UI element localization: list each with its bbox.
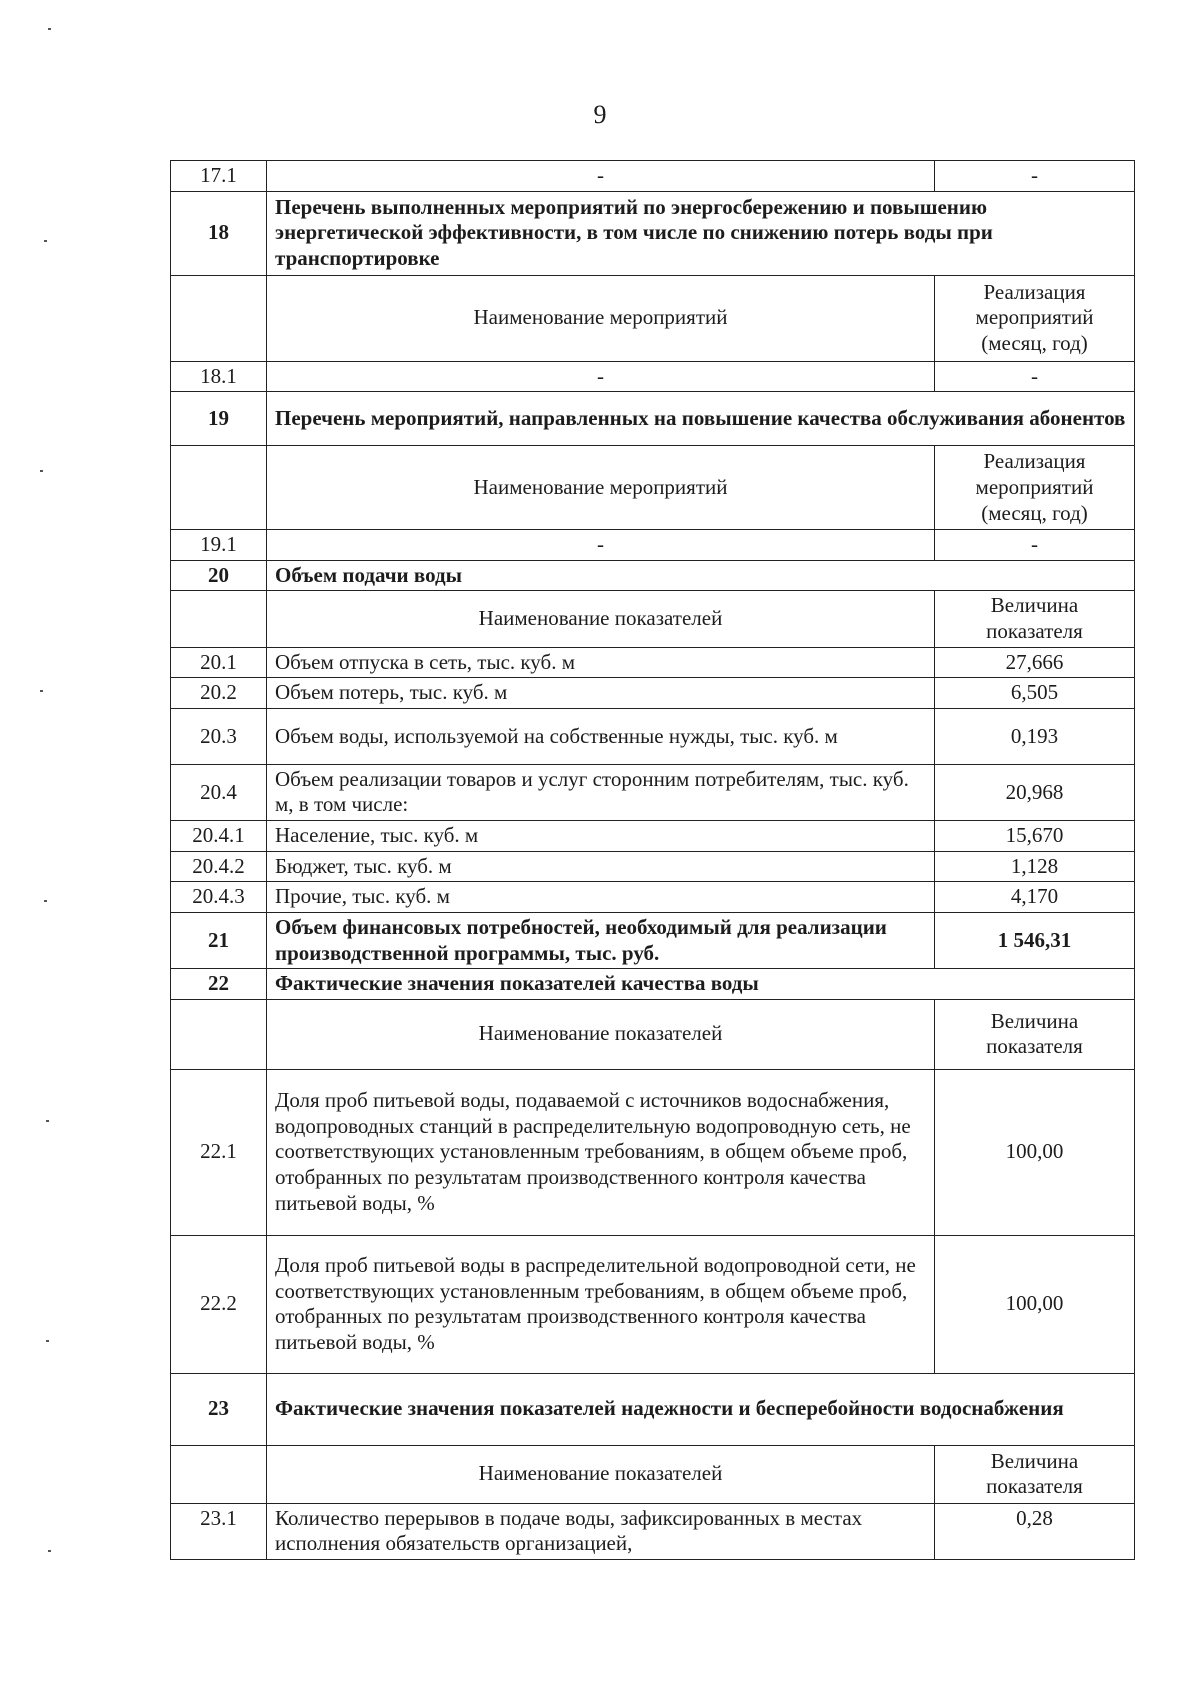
scan-mark	[46, 1340, 49, 1342]
row-number: 17.1	[171, 161, 267, 192]
page-number: 9	[593, 100, 607, 129]
scan-mark	[48, 1550, 51, 1552]
row-number: 20.3	[171, 708, 267, 764]
row-number: 22.1	[171, 1069, 267, 1235]
section-number: 20	[171, 560, 267, 591]
row-name: Прочие, тыс. куб. м	[267, 882, 935, 913]
section-number: 22	[171, 969, 267, 1000]
row-number: 20.4.1	[171, 821, 267, 852]
empty-cell	[171, 1445, 267, 1503]
scan-mark	[46, 1120, 49, 1122]
empty-cell	[171, 999, 267, 1069]
row-value: 1,128	[935, 851, 1135, 882]
row-value: 20,968	[935, 764, 1135, 820]
column-header-name: Наименование показателей	[267, 1445, 935, 1503]
row-name: Объем потерь, тыс. куб. м	[267, 678, 935, 709]
row-name: Объем реализации товаров и услуг сторонним потребителям, тыс. куб. м, в том числе:	[267, 764, 935, 820]
scan-mark	[40, 690, 43, 692]
row-value: 0,28	[935, 1503, 1135, 1559]
row-number: 21	[171, 912, 267, 968]
column-header-implementation: Реализация мероприятий (месяц, год)	[935, 446, 1135, 530]
column-header-name: Наименование мероприятий	[267, 446, 935, 530]
row-number: 20.4	[171, 764, 267, 820]
row-number: 18.1	[171, 361, 267, 392]
row-value: 100,00	[935, 1069, 1135, 1235]
section-header	[171, 191, 1135, 275]
row-number: 20.2	[171, 678, 267, 709]
scan-mark	[48, 28, 51, 30]
table-row	[171, 161, 1135, 192]
row-name: -	[267, 161, 935, 192]
row-value: 4,170	[935, 882, 1135, 913]
column-header-name: Наименование показателей	[267, 999, 935, 1069]
table-row	[171, 821, 1135, 852]
row-name: Население, тыс. куб. м	[267, 821, 935, 852]
row-value: 1 546,31	[935, 912, 1135, 968]
section-title: Перечень мероприятий, направленных на повышение качества обслуживания абонентов	[267, 392, 1135, 446]
column-header-row	[171, 999, 1135, 1069]
section-header	[171, 392, 1135, 446]
column-header-name: Наименование показателей	[267, 591, 935, 647]
row-value: 15,670	[935, 821, 1135, 852]
column-header-row	[171, 275, 1135, 361]
table-row	[171, 1503, 1135, 1559]
section-number: 18	[171, 191, 267, 275]
column-header-row	[171, 446, 1135, 530]
row-name: Доля проб питьевой воды в распределительной водопроводной сети, не соответствующих установленным требованиям, в общем объеме проб, отобранных по результатам производственного контроля качества питьевой воды, %	[267, 1235, 935, 1373]
scan-mark	[44, 900, 47, 902]
section-title: Объем подачи воды	[267, 560, 1135, 591]
table-row	[171, 530, 1135, 561]
table-row	[171, 851, 1135, 882]
table-row	[171, 647, 1135, 678]
row-number: 22.2	[171, 1235, 267, 1373]
row-number: 20.4.3	[171, 882, 267, 913]
table-row	[171, 678, 1135, 709]
table-row	[171, 882, 1135, 913]
empty-cell	[171, 591, 267, 647]
column-header-value: Величина показателя	[935, 591, 1135, 647]
table-row	[171, 708, 1135, 764]
row-name: -	[267, 361, 935, 392]
row-number: 20.1	[171, 647, 267, 678]
row-name: Объем отпуска в сеть, тыс. куб. м	[267, 647, 935, 678]
section-title: Фактические значения показателей надежности и бесперебойности водоснабжения	[267, 1373, 1135, 1445]
column-header-row	[171, 1445, 1135, 1503]
section-title: Перечень выполненных мероприятий по энергосбережению и повышению энергетической эффективности, в том числе по снижению потерь воды при транспортировке	[267, 191, 1135, 275]
row-value: -	[935, 361, 1135, 392]
row-name: Бюджет, тыс. куб. м	[267, 851, 935, 882]
row-value: 27,666	[935, 647, 1135, 678]
row-value: -	[935, 161, 1135, 192]
table-row	[171, 1235, 1135, 1373]
row-value: 6,505	[935, 678, 1135, 709]
column-header-name: Наименование мероприятий	[267, 275, 935, 361]
row-name: Доля проб питьевой воды, подаваемой с источников водоснабжения, водопроводных станций в распределительную водопроводную сеть, не соответствующих установленным требованиям, в общем объеме проб, отобранных по результатам производственного контроля качества питьевой воды, %	[267, 1069, 935, 1235]
section-title: Фактические значения показателей качества воды	[267, 969, 1135, 1000]
row-number: 19.1	[171, 530, 267, 561]
row-name: Количество перерывов в подаче воды, зафиксированных в местах исполнения обязательств организацией,	[267, 1503, 935, 1559]
scan-mark	[44, 240, 47, 242]
row-value: 100,00	[935, 1235, 1135, 1373]
row-name: Объем финансовых потребностей, необходимый для реализации производственной программы, тыс. руб.	[267, 912, 935, 968]
section-number: 19	[171, 392, 267, 446]
row-name: Объем воды, используемой на собственные нужды, тыс. куб. м	[267, 708, 935, 764]
row-value: -	[935, 530, 1135, 561]
empty-cell	[171, 446, 267, 530]
table-row	[171, 1069, 1135, 1235]
column-header-value: Величина показателя	[935, 999, 1135, 1069]
table-row	[171, 361, 1135, 392]
table-row	[171, 764, 1135, 820]
row-number: 20.4.2	[171, 851, 267, 882]
section-header	[171, 969, 1135, 1000]
production-program-table	[170, 160, 1135, 1560]
row-name: -	[267, 530, 935, 561]
section-header	[171, 560, 1135, 591]
empty-cell	[171, 275, 267, 361]
column-header-implementation: Реализация мероприятий (месяц, год)	[935, 275, 1135, 361]
section-header	[171, 1373, 1135, 1445]
table-row	[171, 912, 1135, 968]
scan-mark	[40, 470, 43, 472]
column-header-row	[171, 591, 1135, 647]
section-number: 23	[171, 1373, 267, 1445]
column-header-value: Величина показателя	[935, 1445, 1135, 1503]
row-number: 23.1	[171, 1503, 267, 1559]
row-value: 0,193	[935, 708, 1135, 764]
